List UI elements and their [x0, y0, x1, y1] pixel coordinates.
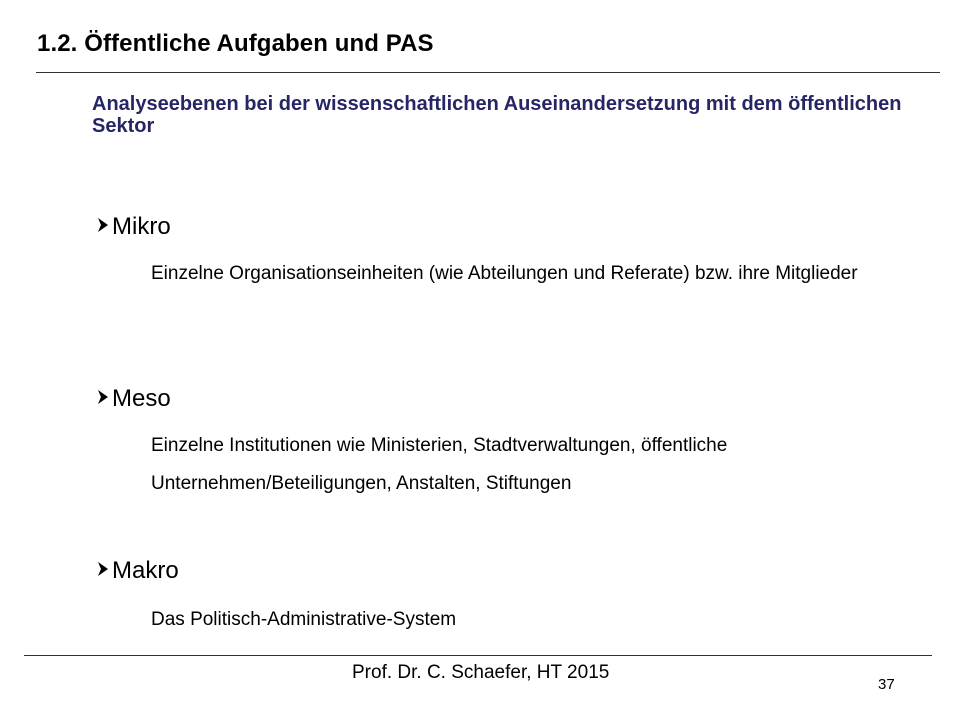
level-description-mikro: Einzelne Organisationseinheiten (wie Abteilungen und Referate) bzw. ihre Mitglieder [151, 263, 858, 284]
arrowhead-bullet-icon [96, 558, 110, 580]
level-label: Makro [112, 557, 179, 584]
footer-divider [24, 655, 932, 656]
level-heading-mikro [104, 213, 171, 241]
arrowhead-bullet-icon [96, 386, 110, 408]
page-number: 37 [878, 676, 895, 693]
slide-title: 1.2. Öffentliche Aufgaben und PAS [37, 30, 434, 57]
footer-author: Prof. Dr. C. Schaefer, HT 2015 [352, 662, 610, 683]
title-divider [36, 72, 940, 73]
slide-subtitle: Analyseebenen bei der wissenschaftlichen Auseinandersetzung mit dem öffentlichen Sektor [92, 93, 902, 137]
level-label: Mikro [112, 213, 171, 240]
level-heading-meso [104, 385, 171, 413]
level-heading-makro [104, 557, 179, 585]
level-label: Meso [112, 385, 171, 412]
arrowhead-bullet-icon [96, 214, 110, 236]
level-description-makro: Das Politisch-Administrative-System [151, 609, 457, 630]
level-description-meso: Einzelne Institutionen wie Ministerien, Stadtverwaltungen, öffentliche Unternehmen/Beteiligungen, Anstalten, Stiftungen [151, 435, 728, 494]
